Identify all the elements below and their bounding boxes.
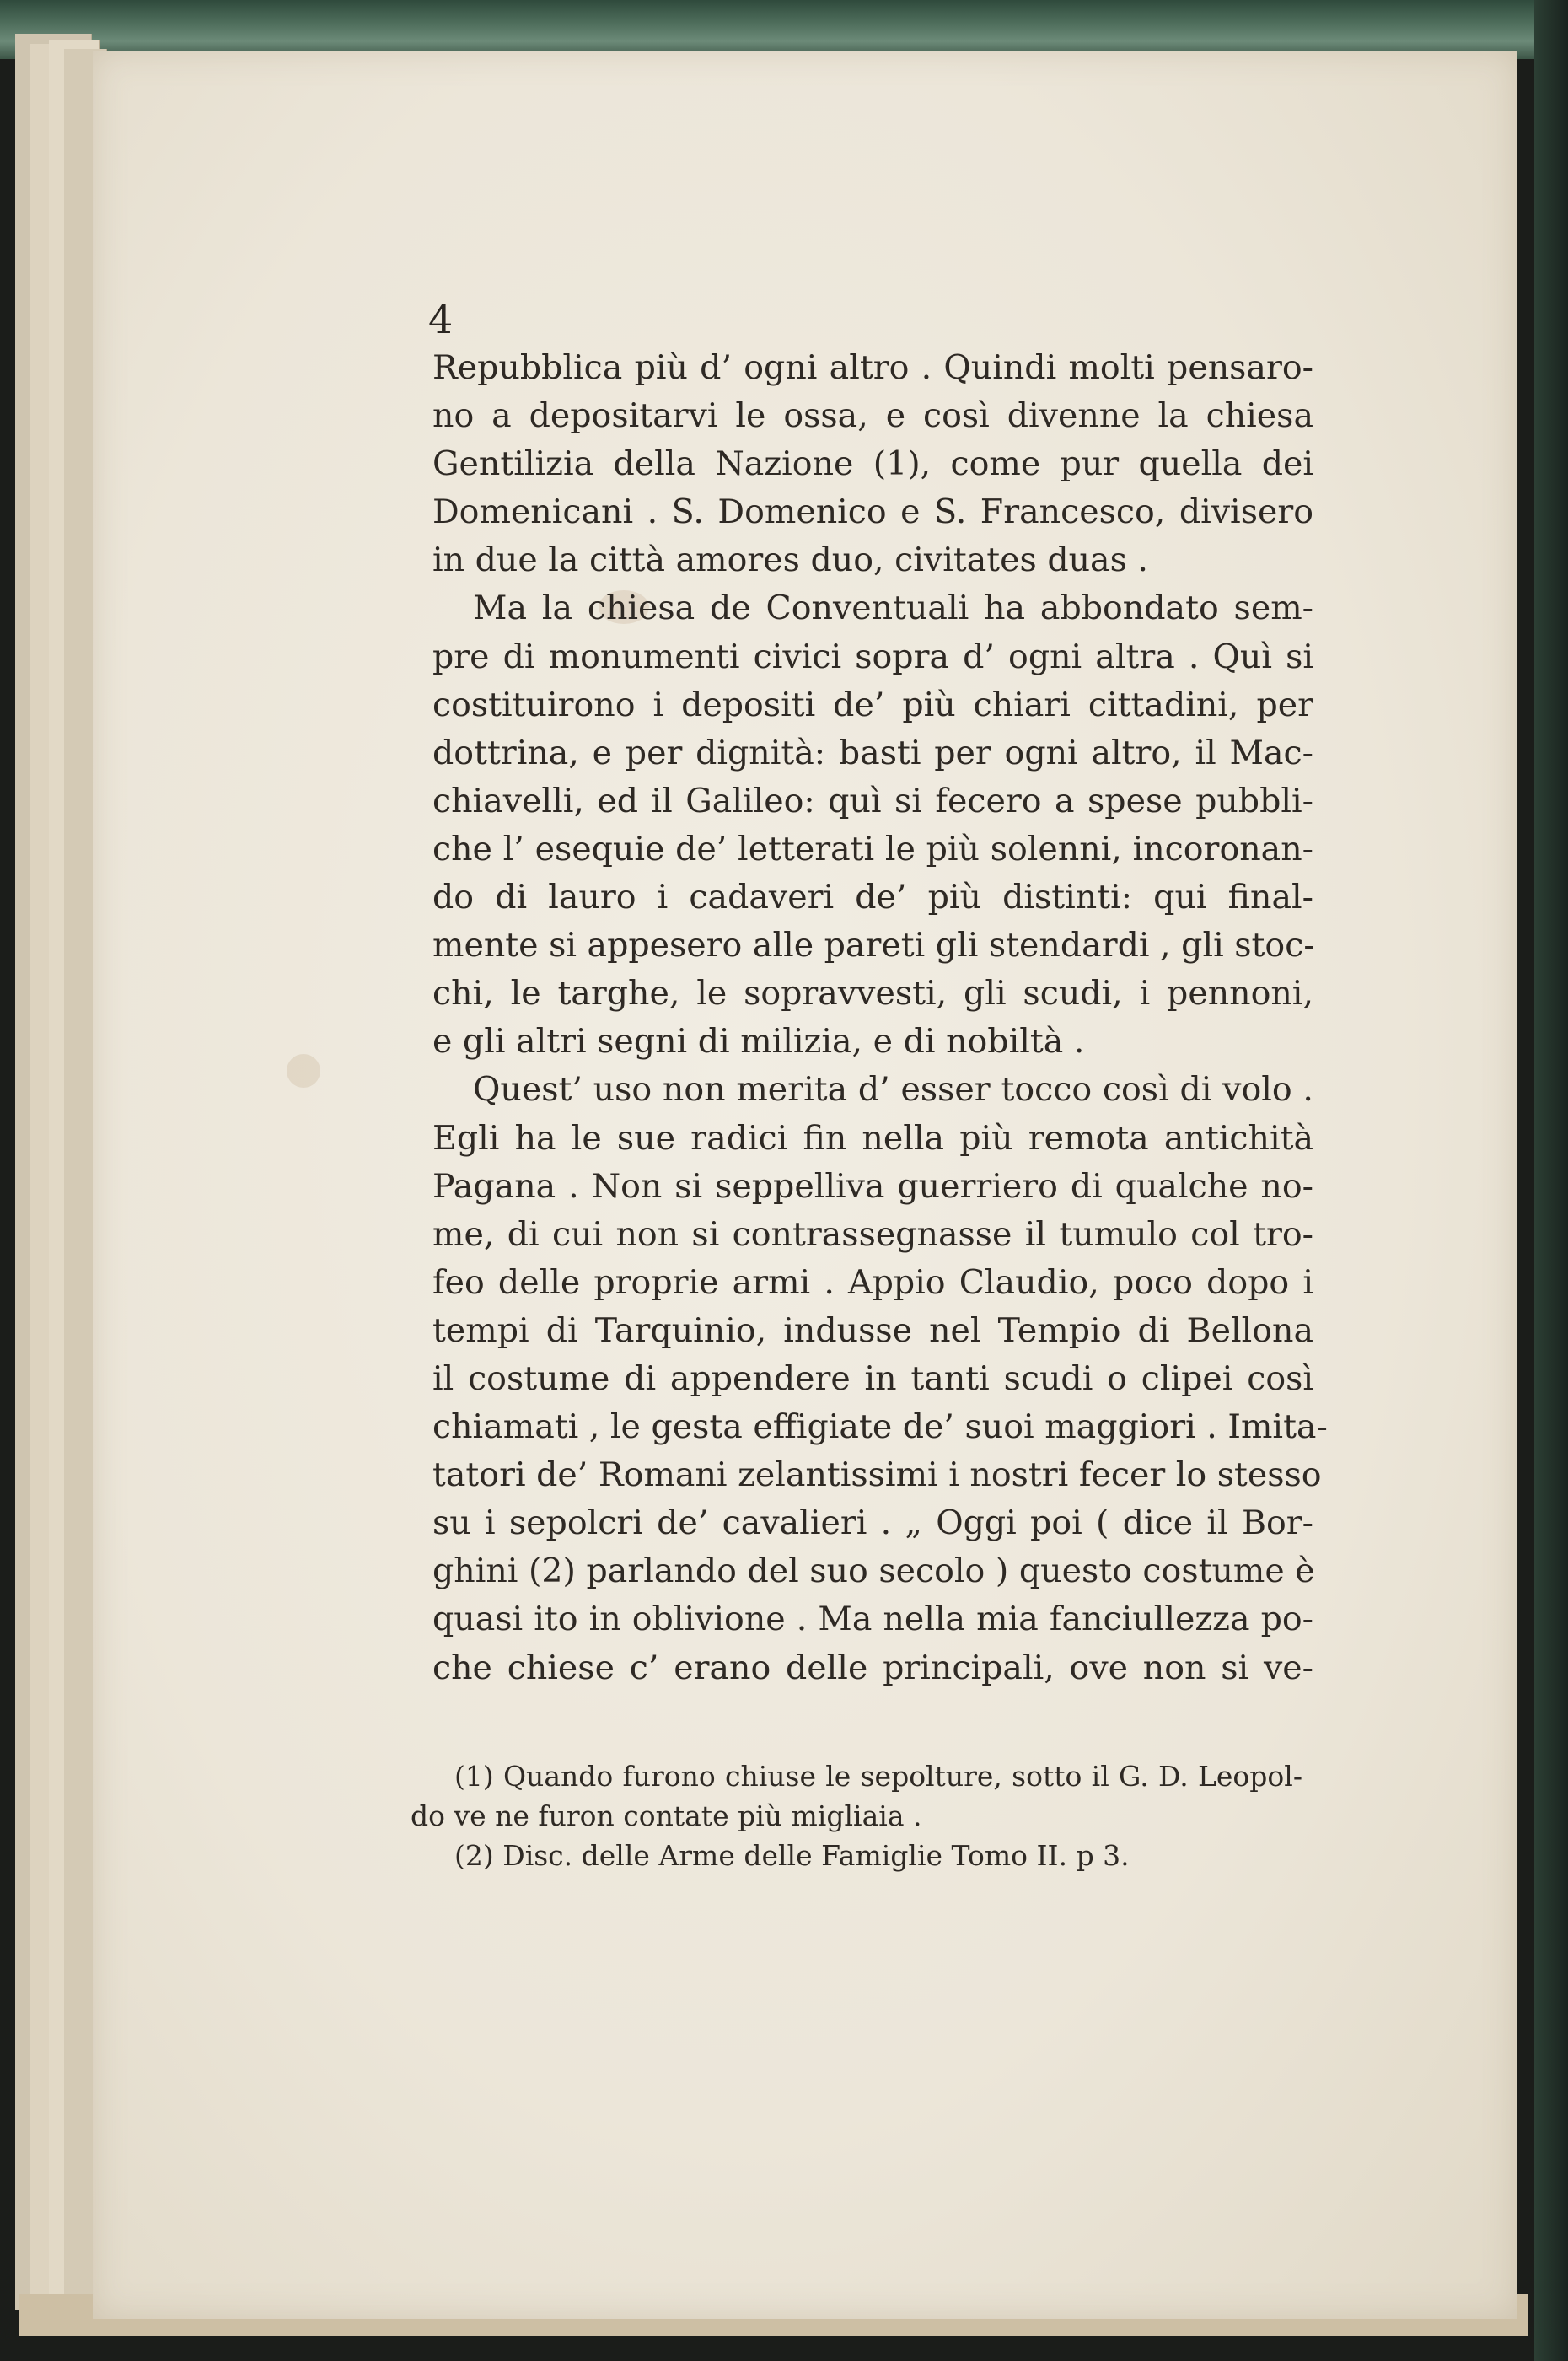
- text-line: costituirono i depositi de’ più chiari cittadini, per: [432, 685, 1313, 724]
- text-line: Ma la chiesa de Conventuali ha abbondato sem-: [473, 589, 1313, 628]
- body-text: [432, 344, 1328, 1692]
- text-line: me, di cui non si contrassegnasse il tumulo col tro-: [432, 1214, 1313, 1254]
- text-line: feo delle proprie armi . Appio Claudio, poco dopo i: [432, 1262, 1313, 1302]
- text-line: chiamati , le gesta effigiate de’ suoi maggiori . Imita-: [432, 1407, 1328, 1447]
- footnote-line: do ve ne furon contate più migliaia .: [411, 1799, 922, 1832]
- page-number: 4: [428, 297, 454, 342]
- text-line: Quest’ uso non merita d’ esser tocco così di volo .: [473, 1070, 1313, 1110]
- text-line: chi, le targhe, le sopravvesti, gli scudi, i pennoni,: [432, 974, 1313, 1014]
- text-line: che chiese c’ erano delle principali, ove non si ve-: [432, 1648, 1313, 1687]
- text-line: e gli altri segni di milizia, e di nobiltà .: [432, 1022, 1085, 1062]
- footnotes: [411, 1756, 1302, 1875]
- text-line: Gentilizia della Nazione (1), come pur quella dei: [432, 444, 1313, 484]
- text-line: no a depositarvi le ossa, e così divenne la chiesa: [432, 396, 1313, 436]
- footnote-line: (1) Quando furono chiuse le sepolture, sotto il G. D. Leopol-: [454, 1760, 1302, 1793]
- text-line: il costume di appendere in tanti scudi o clipei così: [432, 1358, 1313, 1398]
- text-line: chiavelli, ed il Galileo: quì si fecero a spese pubbli-: [432, 781, 1313, 820]
- text-line: mente si appesero alle pareti gli stendardi , gli stoc-: [432, 926, 1315, 965]
- text-line: Repubblica più d’ ogni altro . Quindi molti pensaro-: [432, 348, 1313, 387]
- book-binding-right: [1534, 0, 1568, 2361]
- text-line: tatori de’ Romani zelantissimi i nostri fecer lo stesso: [432, 1455, 1322, 1495]
- text-line: che l’ esequie de’ letterati le più solenni, incoronan-: [432, 829, 1313, 869]
- text-line: ghini (2) parlando del suo secolo ) questo costume è: [432, 1552, 1315, 1591]
- text-line: quasi ito in oblivione . Ma nella mia fanciullezza po-: [432, 1600, 1313, 1639]
- text-line: Egli ha le sue radici fin nella più remota antichità: [432, 1118, 1313, 1158]
- text-line: su i sepolcri de’ cavalieri . „ Oggi poi ( dice il Bor-: [432, 1503, 1313, 1543]
- text-line: tempi di Tarquinio, indusse nel Tempio di Bellona: [432, 1310, 1313, 1350]
- text-line: in due la città amores duo, civitates duas .: [432, 541, 1148, 580]
- text-line: dottrina, e per dignità: basti per ogni altro, il Mac-: [432, 733, 1313, 772]
- text-line: Domenicani . S. Domenico e S. Francesco, divisero: [432, 492, 1313, 532]
- foxing-spot: [287, 1054, 320, 1088]
- text-line: pre di monumenti civici sopra d’ ogni altra . Quì si: [432, 637, 1313, 676]
- footnote-line: (2) Disc. delle Arme delle Famiglie Tomo II. p 3.: [454, 1839, 1130, 1872]
- text-line: Pagana . Non si seppelliva guerriero di qualche no-: [432, 1166, 1313, 1206]
- text-line: do di lauro i cadaveri de’ più distinti: qui final-: [432, 878, 1313, 917]
